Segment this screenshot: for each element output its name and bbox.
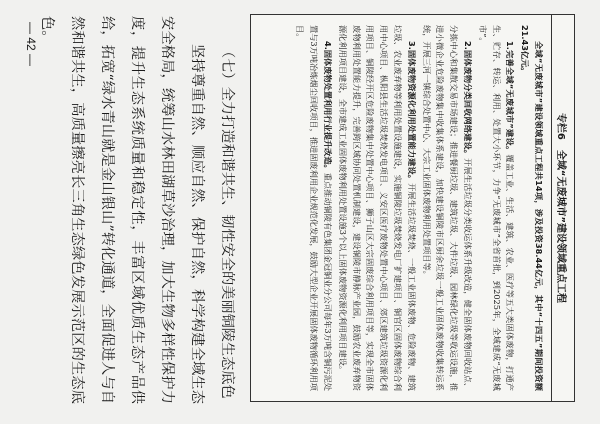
s2-heading: 2.固体废物分类回收网络建设。 (463, 41, 474, 159)
s1-heading: 1.完善全域“无废城市”建设。 (505, 41, 516, 155)
feature-box (250, 14, 575, 402)
section-heading: （七）全力打造和谐共生、韧性安全的美丽铜陵生态底色 (219, 44, 235, 399)
s3-heading: 3.固体废物资源化利用处置能力建设。 (406, 41, 417, 184)
s1-text: 覆盖工业、生活、建筑、农业、医疗等五大类固体废物，打通产生、贮存、转运、利用、处置大小环节，力争“无废城市”全省首批，到2025年，全域建成“无废城市”。 (477, 25, 516, 391)
page-number: — 42 — (24, 22, 38, 67)
box-header (551, 15, 574, 401)
box-title: 全域“无废城市”建设领域重点工程 (555, 149, 567, 304)
box-section-2 (419, 25, 474, 391)
body-section (32, 16, 242, 404)
s4-text: 重点推动铜陵有色集团金冠铜业分公司每年3万吨含铜污泥处置与3万吨冶炼烟尘回收项目，推进固废利用企业规范化发展，鼓励大型企业开展固体废物循环利用项目。 (295, 25, 334, 391)
box-section-4 (293, 25, 334, 391)
box-body (286, 15, 551, 401)
box-section-1 (475, 25, 516, 391)
s4-heading: 4.固体废物处置利用行业提升改造。 (323, 41, 334, 173)
intro-bold: 全域“无废城市”建设领域重点工程共14项，涉及投资38.44亿元，其中“十四五”期间投资额21.43亿元。 (520, 25, 544, 391)
box-intro (517, 25, 545, 391)
s3-text: 开展生活垃圾焚烧、一般工业固体废物、危险废物、建筑垃圾、农业废弃物等利用处置设施建设，实施铜陵垃圾焚烧发电厂扩建项目、铜官区固体废物综合利用中心项目、枞阳县生活垃圾焚烧发电项目、义安区医疗废物处置中心项目、郊区建筑垃圾资源化利用项目、铜陵经开区危险废物集中处置中心项目、狮子山区大宗固废综合利用项目等，实现全市固体废物利用处置能力提升，完善跨区域协同处置机制建设，建设铜陵市静脉产业园，鼓励农业废弃物资源化利用项目建设，全市建成工业固体废物利用处置设施3个以上固体废物资源化利用项目建设。 (337, 25, 417, 391)
s2-text: 开展生活垃圾分类收运体系升级改造，健全固体废物回收站点、分拣中心和集散交易市场建设；推进餐厨垃圾、建筑垃圾、大件垃圾、园林绿化垃圾等收运设施，推进小微企业危险废物集中收集体系建设，加快建设铜陵市区厨余垃圾一般工业固体废物收集转运系统，开展三河一镇综合处置中心、大宗工业固体废物利用处置项目等。 (421, 25, 474, 391)
box-label: 专栏6 (555, 112, 567, 140)
section-paragraph: 坚持尊重自然、顺应自然、保护自然，科学构建全域生态安全格局，统筹山水林田湖草沙治理，加大生物多样性保护力度，提升生态系统质量和稳定性，丰富区域优质生态产品供给，拓宽“绿水青山就是金山银山”转化通道，全面促进人与自然和谐共生，高质量擦亮长三角生态绿色发展示范区的生态底色。 (39, 16, 205, 404)
box-section-3 (335, 25, 418, 391)
